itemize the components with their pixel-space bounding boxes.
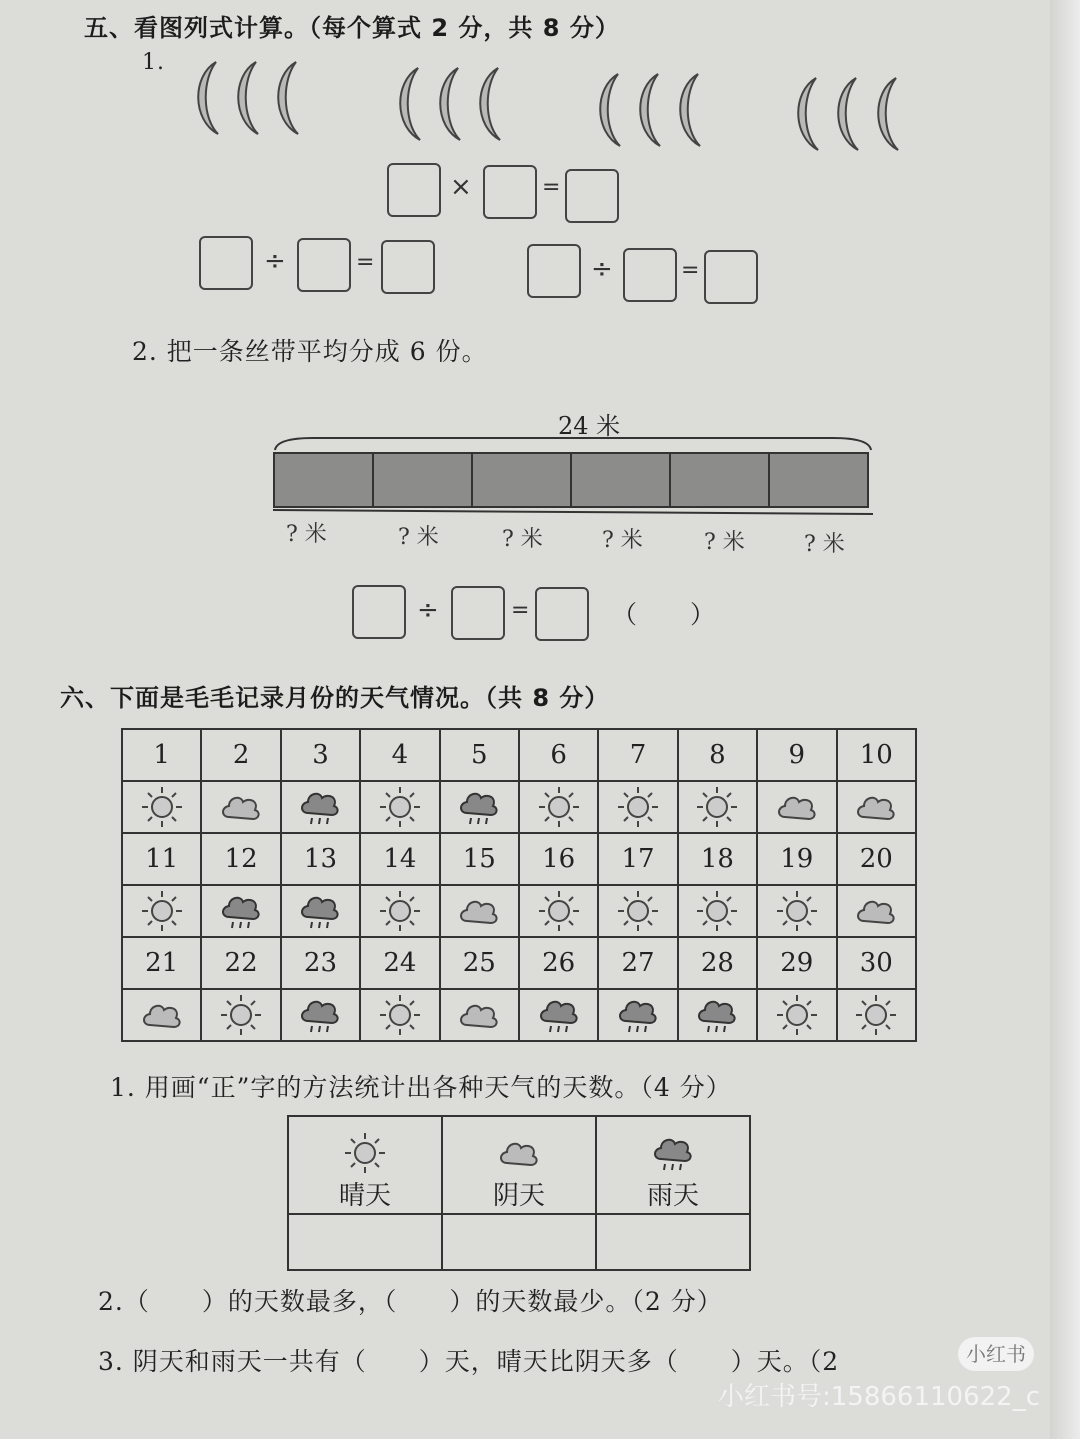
weather-cell — [757, 885, 836, 937]
day-number-row — [122, 729, 916, 781]
day-number-cell: 16 — [519, 833, 598, 885]
divide-sign: ÷ — [417, 595, 439, 625]
cloud-icon — [457, 993, 501, 1037]
watermark-text: 小红书号:15866110622_c — [717, 1382, 1040, 1412]
weather-cell — [678, 989, 757, 1041]
rain-cloud-icon — [298, 889, 342, 933]
banana-icon — [588, 70, 628, 150]
weather-icon-row — [122, 885, 916, 937]
length-brace — [273, 430, 873, 452]
tally-label-sunny: 晴天 — [338, 1181, 391, 1211]
weather-cell — [757, 781, 836, 833]
sun-icon — [695, 785, 739, 829]
banana-icon — [468, 64, 508, 144]
day-number-cell: 14 — [360, 833, 439, 885]
weather-cell — [360, 989, 439, 1041]
weather-cell — [201, 989, 280, 1041]
segment-question-label: ? 米 — [602, 528, 643, 553]
weather-cell — [440, 989, 519, 1041]
sun-icon — [695, 889, 739, 933]
cloud-icon — [775, 785, 819, 829]
day-number-cell: 2 — [201, 729, 280, 781]
tally-header-cloudy — [442, 1116, 596, 1214]
day-number-cell: 5 — [440, 729, 519, 781]
question-6-2-text: 2.（ ）的天数最多，（ ）的天数最少。（2 分） — [98, 1287, 723, 1316]
sun-icon — [140, 889, 184, 933]
question-1-label: 1. — [142, 50, 165, 75]
day-number-cell: 10 — [837, 729, 916, 781]
day-number-cell: 23 — [281, 937, 360, 989]
banana-icon — [226, 58, 266, 138]
weather-cell — [281, 989, 360, 1041]
weather-cell — [360, 781, 439, 833]
rain-cloud-icon — [651, 1131, 695, 1175]
banana-group-1 — [186, 58, 306, 138]
sun-icon — [616, 889, 660, 933]
weather-cell — [678, 885, 757, 937]
sun-icon — [378, 993, 422, 1037]
banana-group-4 — [786, 74, 906, 154]
day-number-cell: 12 — [201, 833, 280, 885]
ribbon-segment — [770, 454, 867, 506]
banana-group-2 — [388, 64, 508, 144]
equals-sign: = — [542, 175, 561, 200]
day-number-cell: 8 — [678, 729, 757, 781]
answer-box[interactable] — [199, 236, 253, 290]
equals-sign: = — [511, 598, 530, 623]
sun-icon — [537, 889, 581, 933]
answer-box[interactable] — [527, 244, 581, 298]
day-number-cell: 17 — [598, 833, 677, 885]
question-6-1-text: 1. 用画“正”字的方法统计出各种天气的天数。（4 分） — [110, 1073, 732, 1102]
segment-question-label: ? 米 — [398, 525, 439, 550]
day-number-cell: 4 — [360, 729, 439, 781]
day-number-cell: 19 — [757, 833, 836, 885]
weather-cell — [281, 781, 360, 833]
cloud-icon — [497, 1131, 541, 1175]
sun-icon — [140, 785, 184, 829]
cloud-icon — [219, 785, 263, 829]
day-number-cell: 3 — [281, 729, 360, 781]
weather-calendar-table — [121, 728, 917, 1042]
weather-cell — [598, 885, 677, 937]
weather-icon-row — [122, 989, 916, 1041]
xiaohongshu-badge: 小红书 — [958, 1337, 1034, 1371]
tally-header-rainy — [596, 1116, 750, 1214]
tally-header-sunny — [288, 1116, 442, 1214]
weather-cell — [281, 885, 360, 937]
question-2-text: 2. 把一条丝带平均分成 6 份。 — [132, 337, 488, 366]
cloud-icon — [140, 993, 184, 1037]
segment-question-label: ? 米 — [502, 527, 543, 552]
sun-icon — [775, 889, 819, 933]
weather-cell — [598, 781, 677, 833]
weather-cell — [440, 781, 519, 833]
total-length-label: 24 米 — [558, 412, 621, 440]
tally-label-rainy: 雨天 — [646, 1181, 699, 1211]
weather-cell — [519, 989, 598, 1041]
sun-icon — [775, 993, 819, 1037]
day-number-cell: 20 — [837, 833, 916, 885]
answer-box[interactable] — [623, 248, 677, 302]
sun-icon — [343, 1131, 387, 1175]
weather-cell — [837, 781, 916, 833]
day-number-cell: 30 — [837, 937, 916, 989]
answer-box[interactable] — [451, 586, 505, 640]
day-number-cell: 9 — [757, 729, 836, 781]
sun-icon — [537, 785, 581, 829]
rain-cloud-icon — [298, 993, 342, 1037]
page-edge — [1050, 0, 1080, 1439]
ribbon-segment — [275, 454, 374, 506]
banana-icon — [866, 74, 906, 154]
weather-cell — [440, 885, 519, 937]
weather-cell — [122, 781, 201, 833]
times-sign: × — [450, 172, 472, 202]
answer-box[interactable] — [381, 240, 435, 294]
banana-icon — [428, 64, 468, 144]
day-number-cell: 13 — [281, 833, 360, 885]
day-number-row — [122, 937, 916, 989]
ribbon-segment — [473, 454, 572, 506]
banana-icon — [628, 70, 668, 150]
banana-icon — [388, 64, 428, 144]
cloud-icon — [854, 785, 898, 829]
rain-cloud-icon — [537, 993, 581, 1037]
answer-box[interactable] — [704, 250, 758, 304]
tally-label-cloudy: 阴天 — [492, 1181, 545, 1211]
ribbon-segment — [572, 454, 671, 506]
cloud-icon — [457, 889, 501, 933]
answer-box[interactable] — [565, 169, 619, 223]
ribbon-bar — [273, 452, 869, 508]
sun-icon — [854, 993, 898, 1037]
equals-sign: = — [356, 250, 375, 275]
banana-icon — [266, 58, 306, 138]
rain-cloud-icon — [616, 993, 660, 1037]
segment-question-label: ? 米 — [286, 522, 327, 547]
answer-box[interactable] — [535, 587, 589, 641]
day-number-cell: 1 — [122, 729, 201, 781]
weather-cell — [122, 989, 201, 1041]
ribbon-segment — [671, 454, 770, 506]
question-6-3-text: 3. 阴天和雨天一共有（ ）天，晴天比阴天多（ ）天。（2 — [98, 1347, 840, 1376]
day-number-cell: 26 — [519, 937, 598, 989]
weather-icon-row — [122, 781, 916, 833]
divide-sign: ÷ — [591, 254, 613, 284]
day-number-cell: 21 — [122, 937, 201, 989]
weather-cell — [201, 885, 280, 937]
day-number-cell: 15 — [440, 833, 519, 885]
rain-cloud-icon — [219, 889, 263, 933]
weather-cell — [757, 989, 836, 1041]
tally-table — [287, 1115, 751, 1271]
segment-question-label: ? 米 — [804, 532, 845, 557]
day-number-cell: 18 — [678, 833, 757, 885]
day-number-cell: 27 — [598, 937, 677, 989]
day-number-cell: 11 — [122, 833, 201, 885]
equals-sign: = — [681, 258, 700, 283]
answer-box[interactable] — [352, 585, 406, 639]
banana-icon — [786, 74, 826, 154]
day-number-cell: 7 — [598, 729, 677, 781]
section-5-heading: 五、看图列式计算。（每个算式 2 分，共 8 分） — [84, 14, 620, 42]
rain-cloud-icon — [298, 785, 342, 829]
answer-box[interactable] — [297, 238, 351, 292]
day-number-cell: 24 — [360, 937, 439, 989]
tally-cell-sunny[interactable] — [288, 1214, 442, 1270]
sun-icon — [616, 785, 660, 829]
sun-icon — [219, 993, 263, 1037]
day-number-cell: 25 — [440, 937, 519, 989]
banana-icon — [186, 58, 226, 138]
divide-sign: ÷ — [264, 246, 286, 276]
weather-cell — [837, 989, 916, 1041]
day-number-cell: 28 — [678, 937, 757, 989]
rain-cloud-icon — [457, 785, 501, 829]
tally-cell-cloudy[interactable] — [442, 1214, 596, 1270]
tally-cell-rainy[interactable] — [596, 1214, 750, 1270]
banana-icon — [826, 74, 866, 154]
day-number-row — [122, 833, 916, 885]
answer-box[interactable] — [483, 165, 537, 219]
day-number-cell: 29 — [757, 937, 836, 989]
lower-line — [273, 508, 873, 518]
banana-group-3 — [588, 70, 708, 150]
segment-question-label: ? 米 — [704, 530, 745, 555]
weather-cell — [519, 885, 598, 937]
weather-cell — [598, 989, 677, 1041]
cloud-icon — [854, 889, 898, 933]
sun-icon — [378, 785, 422, 829]
banana-icon — [668, 70, 708, 150]
answer-box[interactable] — [387, 163, 441, 217]
day-number-cell: 22 — [201, 937, 280, 989]
weather-cell — [122, 885, 201, 937]
unit-answer-paren[interactable]: （ ） — [612, 600, 717, 629]
rain-cloud-icon — [695, 993, 739, 1037]
weather-cell — [360, 885, 439, 937]
ribbon-segment — [374, 454, 473, 506]
weather-cell — [678, 781, 757, 833]
sun-icon — [378, 889, 422, 933]
day-number-cell: 6 — [519, 729, 598, 781]
section-6-heading: 六、下面是毛毛记录月份的天气情况。（共 8 分） — [60, 684, 610, 712]
weather-cell — [519, 781, 598, 833]
weather-cell — [201, 781, 280, 833]
weather-cell — [837, 885, 916, 937]
